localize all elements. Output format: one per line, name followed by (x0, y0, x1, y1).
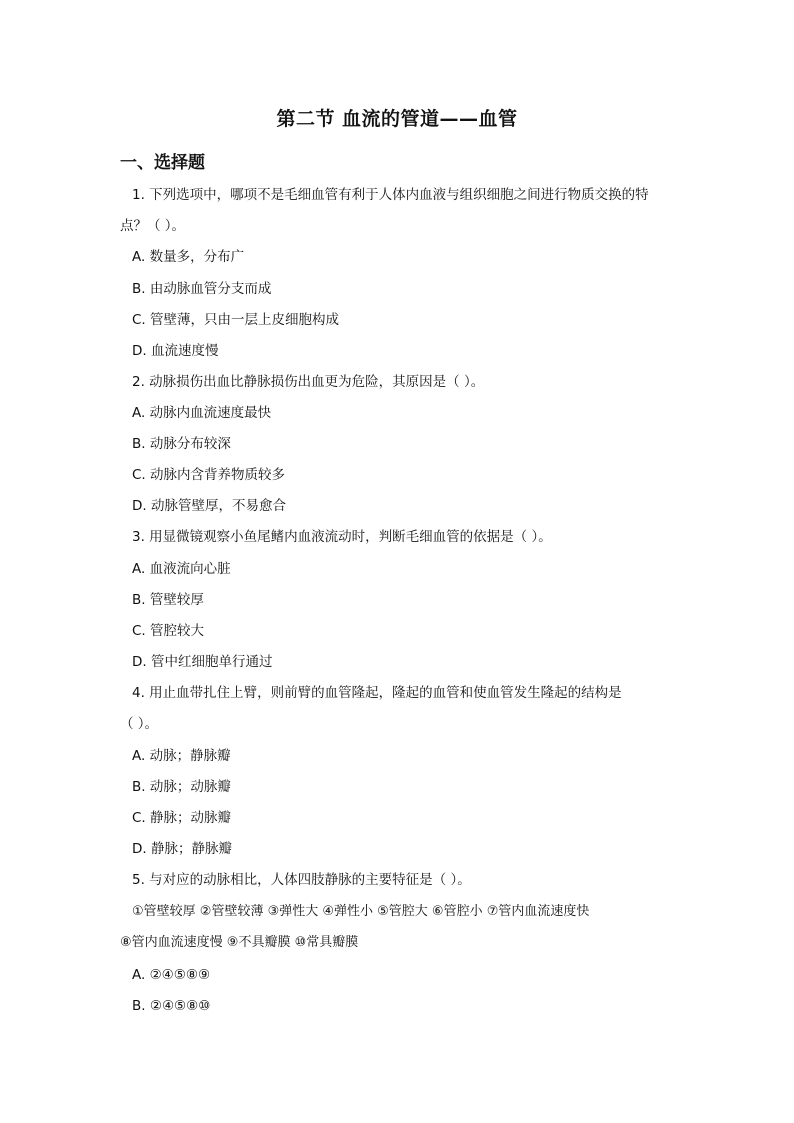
q4-option-c: C. 静脉；动脉瓣 (132, 810, 232, 826)
q3-option-a: A. 血液流向心脏 (132, 561, 231, 577)
q5-option-b: B. ②④⑤⑧⑩ (132, 998, 211, 1014)
q2-option-d: D. 动脉管壁厚，不易愈合 (132, 498, 286, 514)
q3-option-b: B. 管壁较厚 (132, 592, 204, 608)
page-title: 第二节 血流的管道——血管 (276, 108, 518, 130)
q4-stem-cont: （ ）。 (120, 716, 159, 732)
q3-stem: 3. 用显微镜观察小鱼尾鳍内血液流动时，判断毛细血管的依据是（ ）。 (132, 529, 552, 545)
q2-option-a: A. 动脉内血流速度最快 (132, 405, 272, 421)
q1-option-c: C. 管壁薄，只由一层上皮细胞构成 (132, 312, 340, 328)
section-heading: 一、选择题 (120, 153, 205, 173)
q1-option-b: B. 由动脉血管分支而成 (132, 281, 272, 297)
q4-option-b: B. 动脉；动脉瓣 (132, 779, 231, 795)
q1-stem-cont: 点？（ ）。 (120, 218, 186, 234)
q1-option-a: A. 数量多，分布广 (132, 249, 245, 265)
q5-items: ①管壁较厚 ②管壁较薄 ③弹性大 ④弹性小 ⑤管腔大 ⑥管腔小 ⑦管内血流速度快 (132, 904, 590, 919)
q5-items-cont: ⑧管内血流速度慢 ⑨不具瓣膜 ⑩常具瓣膜 (120, 935, 359, 950)
q4-option-d: D. 静脉；静脉瓣 (132, 841, 232, 857)
q1-option-d: D. 血流速度慢 (132, 343, 219, 359)
q4-stem: 4. 用止血带扎住上臂，则前臂的血管隆起，隆起的血管和使血管发生隆起的结构是 (132, 685, 622, 701)
q3-option-c: C. 管腔较大 (132, 623, 205, 639)
q2-option-c: C. 动脉内含背养物质较多 (132, 467, 286, 483)
q1-stem: 1. 下列选项中，哪项不是毛细血管有利于人体内血液与组织细胞之间进行物质交换的特 (132, 187, 649, 203)
q3-option-d: D. 管中红细胞单行通过 (132, 654, 273, 670)
q2-stem: 2. 动脉损伤出血比静脉损伤出血更为危险，其原因是（ ）。 (132, 374, 485, 390)
q5-stem: 5. 与对应的动脉相比，人体四肢静脉的主要特征是（ ）。 (132, 872, 471, 888)
q5-option-a: A. ②④⑤⑧⑨ (132, 967, 211, 983)
q4-option-a: A. 动脉；静脉瓣 (132, 748, 231, 764)
q2-option-b: B. 动脉分布较深 (132, 436, 231, 452)
